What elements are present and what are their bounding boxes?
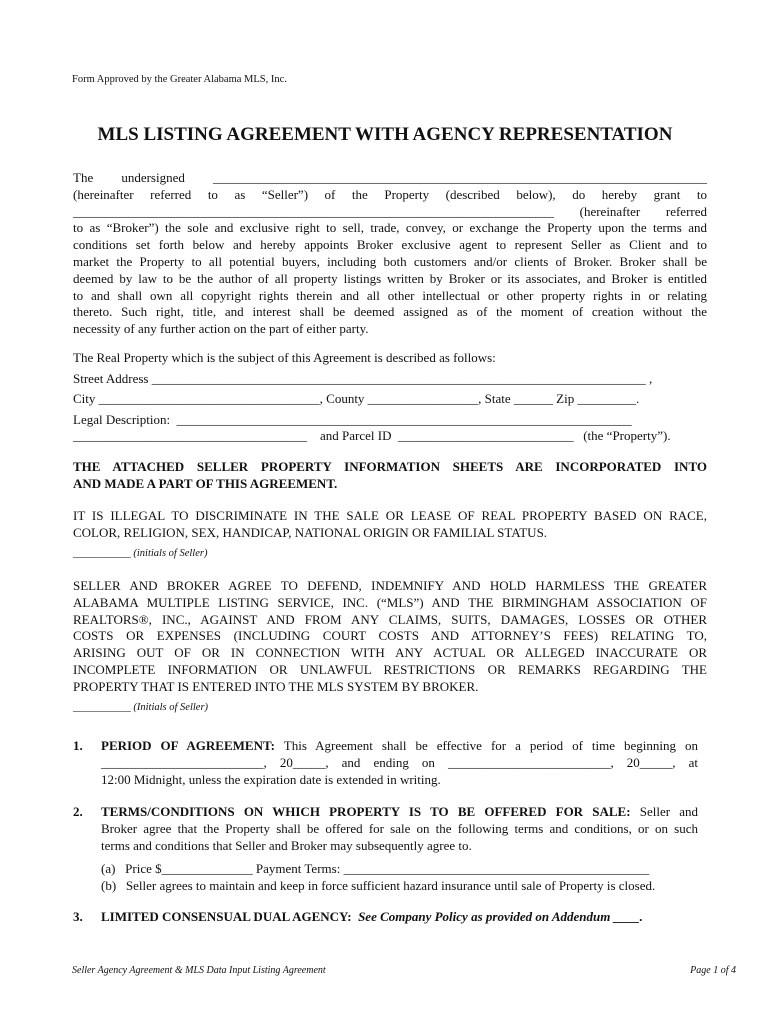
intro-line-5: conditions set forth below and hereby appoints Broker exclusive agent to represent Seller as Client and to (73, 237, 707, 253)
intro-line-9: thereto. Such right, title, and interest shall be deemed assigned as of the moment of creation without the (73, 304, 707, 320)
illegal-line-1: IT IS ILLEGAL TO DISCRIMINATE IN THE SALE OR LEASE OF REAL PROPERTY BASED ON RACE, (73, 508, 707, 523)
section-2-heading: TERMS/CONDITIONS ON WHICH PROPERTY IS TO BE OFFERED FOR SALE: (101, 804, 631, 819)
intro-line-2: (hereinafter referred to as “Seller”) of the Property (described below), do hereby grant to (73, 186, 707, 202)
indemnify-line-6: INCOMPLETE INFORMATION OR UNLAWFUL RESTRICTIONS OR REMARKS REGARDING THE (73, 661, 707, 677)
discrimination-notice (73, 508, 707, 542)
intro-line-7: deemed by law to be the author of all property listings written by Broker or its associates, and Broker is entitled (73, 270, 707, 286)
section-1-line-3: 12:00 Midnight, unless the expiration date is extended in writing. (101, 771, 441, 787)
legal-description-field[interactable]: Legal Description: ______________________________________________________________________ (73, 412, 632, 427)
section-1-heading: PERIOD OF AGREEMENT: (101, 738, 275, 753)
intro-paragraph (73, 170, 707, 338)
intro-line-6: market the Property to all potential buyers, including both customers and/or clients of Broker. Broker shall be (73, 253, 707, 269)
illegal-line-2: COLOR, RELIGION, SEX, HANDICAP, NATIONAL ORIGIN OR FAMILIAL STATUS. (73, 524, 548, 540)
indemnify-line-3: REALTORS®, INC., AGAINST AND FROM ANY CLAIMS, SUITS, DAMAGES, LOSSES OR OTHER (73, 611, 707, 627)
property-intro: The Real Property which is the subject of this Agreement is described as follows: (73, 350, 496, 365)
attached-line-1: THE ATTACHED SELLER PROPERTY INFORMATION SHEETS ARE INCORPORATED INTO (73, 459, 707, 474)
seller-initials-2[interactable]: ___________ (Initials of Seller) (73, 702, 209, 713)
document-title: MLS LISTING AGREEMENT WITH AGENCY REPRESENTATION (97, 124, 673, 145)
price-payment-terms-field[interactable]: (a) Price $______________ Payment Terms: _______________________________________________ (101, 861, 650, 876)
indemnify-line-1: SELLER AND BROKER AGREE TO DEFEND, INDEMNIFY AND HOLD HARMLESS THE GREATER (73, 578, 707, 593)
section-3-number: 3. (73, 909, 83, 924)
section-2-line-1: Seller and (630, 804, 699, 819)
section-1-dates-field[interactable]: _________________________, 20_____, and ending on _________________________, 20_____, at (101, 754, 698, 770)
section-1-number: 1. (73, 738, 83, 753)
attached-line-2: AND MADE A PART OF THIS AGREEMENT. (73, 475, 338, 491)
parcel-id-field[interactable]: ____________________________________ and Parcel ID ___________________________ (the “Property”). (73, 428, 671, 443)
section-2-number: 2. (73, 804, 83, 819)
city-county-state-zip-field[interactable]: City __________________________________, County _________________, State ______ Zip _________. (73, 391, 640, 406)
form-approval-note: Form Approved by the Greater Alabama MLS, Inc. (72, 74, 287, 85)
indemnify-line-7: PROPERTY THAT IS ENTERED INTO THE MLS SYSTEM BY BROKER. (73, 678, 479, 694)
footer-document-name: Seller Agency Agreement & MLS Data Input Listing Agreement (72, 965, 326, 976)
intro-line-4: to as “Broker”) the sole and exclusive right to sell, trade, convey, or exchange the Property upon the terms and (73, 220, 707, 236)
indemnify-line-5: ARISING OUT OF OR IN CONNECTION WITH ANY ACTUAL OR ALLEGED INACCURATE OR (73, 645, 707, 661)
section-3-dual-agency (101, 909, 643, 925)
attached-sheets-notice (73, 459, 707, 493)
section-3-heading: LIMITED CONSENSUAL DUAL AGENCY: (101, 909, 352, 924)
footer-page-number: Page 1 of 4 (690, 965, 736, 976)
section-2-line-3: terms and conditions that Seller and Broker may subsequently agree to. (101, 837, 472, 853)
section-3-addendum-text: See Company Policy as provided on Addendum ____. (351, 909, 643, 924)
section-1-line-1: This Agreement shall be effective for a period of time beginning on (275, 738, 698, 753)
intro-line-3: __________________________________________________________________________ (hereinafter referred (73, 203, 707, 219)
indemnify-line-2: ALABAMA MULTIPLE LISTING SERVICE, INC. (“MLS”) AND THE BIRMINGHAM ASSOCIATION OF (73, 594, 707, 610)
street-address-field[interactable]: Street Address ____________________________________________________________________________ , (73, 371, 653, 386)
seller-initials-1[interactable]: ___________ (initials of Seller) (73, 548, 208, 559)
indemnify-paragraph (73, 578, 707, 696)
intro-line-10: necessity of any further action on the part of either party. (73, 321, 369, 337)
section-1-period-of-agreement (101, 738, 698, 788)
intro-line-1: The undersigned ____________________________________________________________________________ (73, 170, 707, 185)
hazard-insurance-clause: (b) Seller agrees to maintain and keep in force sufficient hazard insurance until sale of Property is closed. (101, 878, 656, 893)
section-2-line-2: Broker agree that the Property shall be offered for sale on the following terms and conditions, or on such (101, 820, 698, 836)
indemnify-line-4: COSTS OR EXPENSES (INCLUDING COURT COSTS AND ATTORNEY’S FEES) RELATING TO, (73, 628, 707, 644)
intro-line-8: to and shall own all copyright rights therein and all other intellectual or other property rights in or relating (73, 287, 707, 303)
section-2-terms-conditions (101, 804, 698, 854)
